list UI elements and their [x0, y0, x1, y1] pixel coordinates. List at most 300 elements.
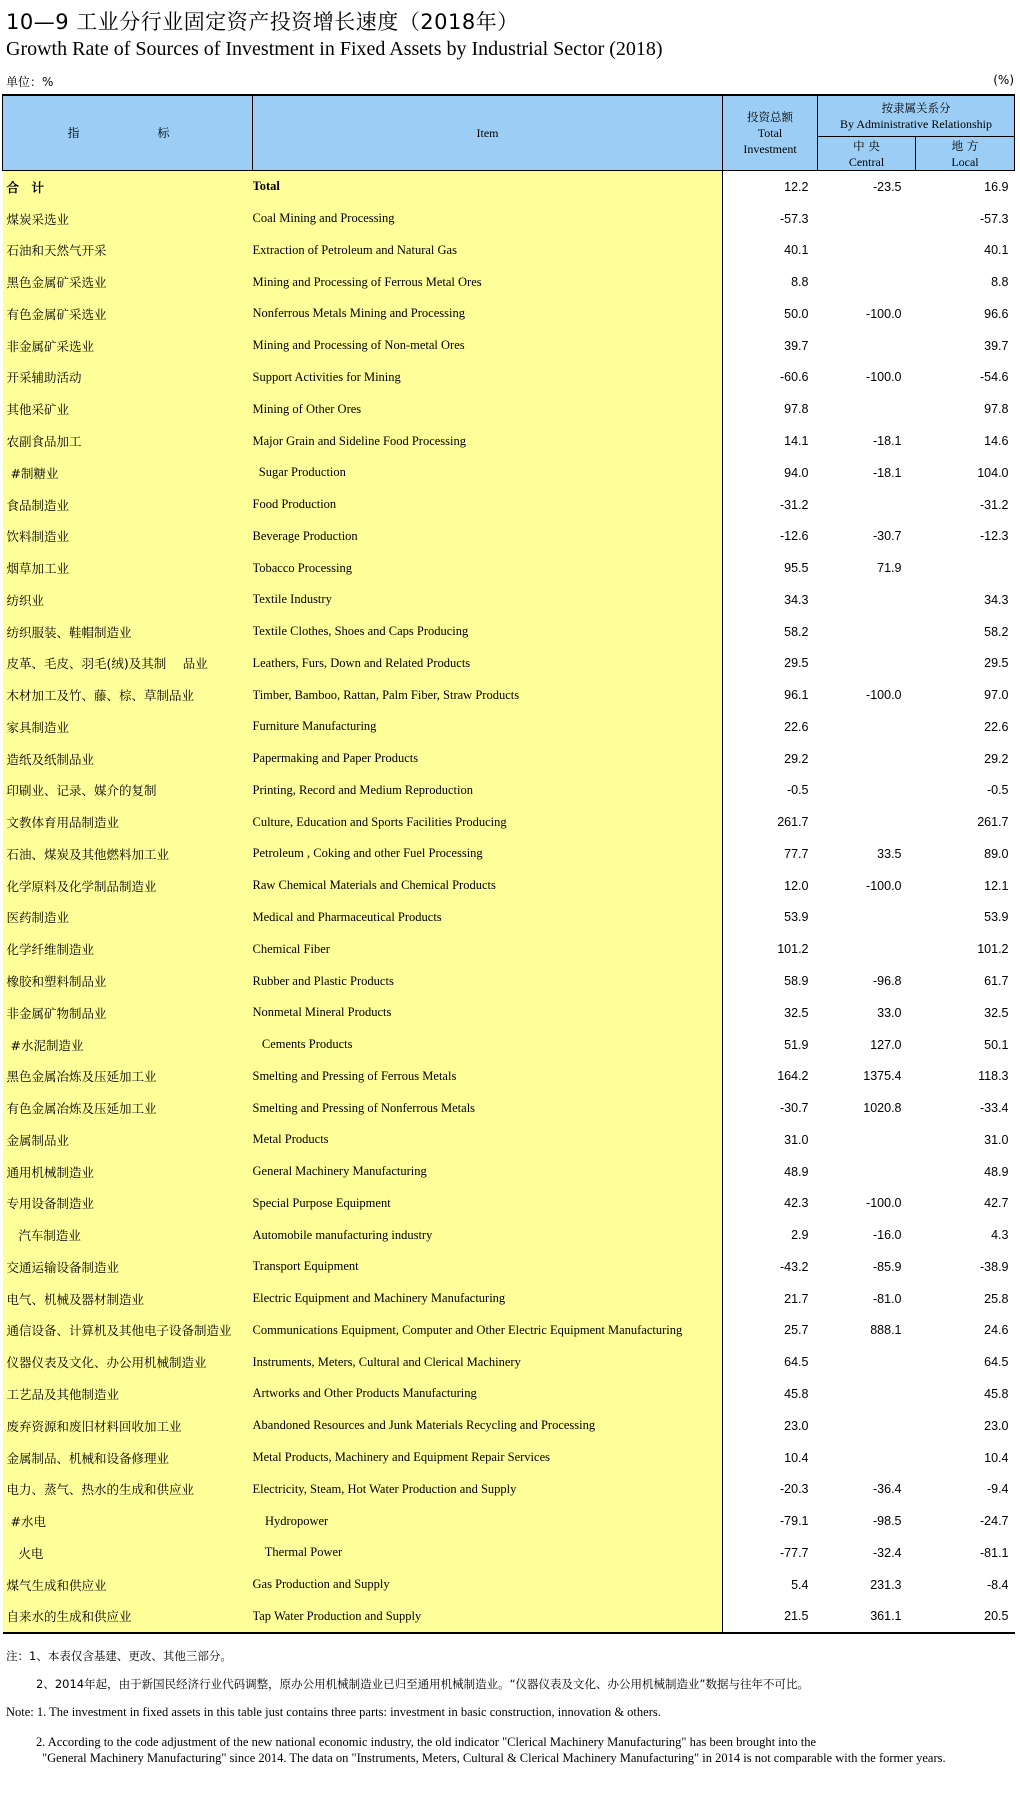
row-total: 39.7 [784, 338, 809, 353]
row-local: 31.0 [984, 1132, 1009, 1147]
row-local: 12.1 [984, 878, 1009, 893]
row-local: 42.7 [984, 1196, 1009, 1211]
row-item-en: Petroleum , Coking and other Fuel Processing [253, 838, 723, 870]
row-local: 34.3 [984, 592, 1009, 607]
table-row [3, 647, 1015, 679]
row-central [818, 489, 916, 521]
row-local: 48.9 [984, 1164, 1009, 1179]
row-item-en: Nonmetal Mineral Products [253, 997, 723, 1029]
table-row [3, 520, 1015, 552]
row-indicator-cn: 工艺品及其他制造业 [3, 1378, 253, 1410]
row-local: 97.0 [984, 688, 1009, 703]
row-total: 29.2 [784, 751, 809, 766]
row-item-en: Sugar Production [253, 457, 723, 489]
row-item-en: Extraction of Petroleum and Natural Gas [253, 235, 723, 267]
row-item-en: Electric Equipment and Machinery Manufacturing [253, 1283, 723, 1315]
title-en: Growth Rate of Sources of Investment in Fixed Assets by Industrial Sector (2018) [6, 38, 663, 60]
row-local: -38.9 [980, 1259, 1009, 1274]
row-central [818, 1124, 916, 1156]
row-local: 40.1 [984, 243, 1009, 258]
row-total: -12.6 [780, 529, 809, 544]
row-central [818, 584, 916, 616]
row-central: 1375.4 [863, 1069, 902, 1084]
table-row [3, 1060, 1015, 1092]
header-total-en: Total Investment [743, 126, 797, 156]
row-indicator-cn: 电力、蒸气、热水的生成和供应业 [3, 1473, 253, 1505]
row-local: 10.4 [984, 1450, 1009, 1465]
row-item-en: Coal Mining and Processing [253, 203, 723, 235]
row-central [818, 1346, 916, 1378]
row-indicator-cn: 其他采矿业 [3, 393, 253, 425]
row-indicator-cn: 金属制品、机械和设备修理业 [3, 1442, 253, 1474]
row-total: 10.4 [784, 1450, 809, 1465]
row-local: 4.3 [991, 1228, 1009, 1243]
row-indicator-cn: 汽车制造业 [3, 1219, 253, 1251]
row-central [818, 1442, 916, 1474]
row-indicator-cn: 石油和天然气开采 [3, 235, 253, 267]
row-central: -16.0 [873, 1228, 902, 1243]
row-total: -57.3 [780, 211, 809, 226]
header-local-cn: 地 方 [951, 138, 979, 153]
row-indicator-cn: 黑色金属矿采选业 [3, 266, 253, 298]
table-row [3, 203, 1015, 235]
header-central-en: Central [848, 154, 885, 169]
row-indicator-cn: 橡胶和塑料制品业 [3, 965, 253, 997]
table-row [3, 362, 1015, 394]
row-total: 12.0 [784, 878, 809, 893]
row-indicator-cn: 自来水的生成和供应业 [3, 1600, 253, 1633]
row-indicator-cn: 仪器仪表及文化、办公用机械制造业 [3, 1346, 253, 1378]
row-indicator-cn: 通信设备、计算机及其他电子设备制造业 [3, 1315, 253, 1347]
row-indicator-cn: 石油、煤炭及其他燃料加工业 [3, 838, 253, 870]
table-row [3, 235, 1015, 267]
unit-label-right: (%) [993, 73, 1014, 87]
row-indicator-cn: 火电 [3, 1537, 253, 1569]
table-row [3, 1473, 1015, 1505]
row-indicator-cn: 专用设备制造业 [3, 1188, 253, 1220]
row-local: 58.2 [984, 624, 1009, 639]
row-local: -33.4 [980, 1101, 1009, 1116]
row-indicator-cn: 皮革、毛皮、羽毛(绒)及其制 品业 [3, 647, 253, 679]
table-row [3, 1283, 1015, 1315]
row-local: 50.1 [984, 1037, 1009, 1052]
row-indicator-cn: 化学原料及化学制品制造业 [3, 870, 253, 902]
row-item-en: Printing, Record and Medium Reproduction [253, 775, 723, 807]
row-item-en: Chemical Fiber [253, 933, 723, 965]
row-item-en: Mining of Other Ores [253, 393, 723, 425]
row-indicator-cn: 开采辅助活动 [3, 362, 253, 394]
row-item-en: Abandoned Resources and Junk Materials Recycling and Processing [253, 1410, 723, 1442]
table-row [3, 1569, 1015, 1601]
row-local: 39.7 [984, 338, 1009, 353]
row-central [818, 1156, 916, 1188]
row-item-en: Nonferrous Metals Mining and Processing [253, 298, 723, 330]
table-row [3, 298, 1015, 330]
row-item-en: Cements Products [253, 1029, 723, 1061]
table-row [3, 616, 1015, 648]
table-row [3, 1156, 1015, 1188]
row-total: 25.7 [784, 1323, 809, 1338]
table-row [3, 1537, 1015, 1569]
row-indicator-cn: #水泥制造业 [3, 1029, 253, 1061]
row-total: 77.7 [784, 846, 809, 861]
table-row [3, 1251, 1015, 1283]
row-total: 94.0 [784, 465, 809, 480]
title-cn: 10—9 工业分行业固定资产投资增长速度（2018年） [6, 10, 519, 34]
row-indicator-cn: 医药制造业 [3, 902, 253, 934]
row-local: 45.8 [984, 1386, 1009, 1401]
row-indicator-cn: 金属制品业 [3, 1124, 253, 1156]
table-row [3, 1092, 1015, 1124]
row-total: -43.2 [780, 1259, 809, 1274]
row-item-en: Mining and Processing of Non-metal Ores [253, 330, 723, 362]
row-indicator-cn: 电气、机械及器材制造业 [3, 1283, 253, 1315]
row-indicator-cn: 纺织业 [3, 584, 253, 616]
row-indicator-cn: 交通运输设备制造业 [3, 1251, 253, 1283]
row-item-en: Special Purpose Equipment [253, 1188, 723, 1220]
row-item-en: Metal Products, Machinery and Equipment Repair Services [253, 1442, 723, 1474]
row-local: -54.6 [980, 370, 1009, 385]
row-item-en: General Machinery Manufacturing [253, 1156, 723, 1188]
row-indicator-cn: 黑色金属冶炼及压延加工业 [3, 1060, 253, 1092]
row-local: 16.9 [984, 179, 1009, 194]
row-total: 22.6 [784, 719, 809, 734]
row-indicator-cn: 木材加工及竹、藤、棕、草制品业 [3, 679, 253, 711]
row-item-en: Transport Equipment [253, 1251, 723, 1283]
row-central: 361.1 [818, 1600, 916, 1633]
row-central [818, 1378, 916, 1410]
row-central: 888.1 [870, 1323, 902, 1338]
row-item-en: Beverage Production [253, 520, 723, 552]
table-row [3, 425, 1015, 457]
row-item-en: Communications Equipment, Computer and Other Electric Equipment Manufacturing [253, 1315, 723, 1347]
row-local: 64.5 [984, 1355, 1009, 1370]
row-indicator-cn: 农副食品加工 [3, 425, 253, 457]
table-row [3, 806, 1015, 838]
header-item: Item [253, 95, 723, 171]
row-item-en: Tap Water Production and Supply [253, 1600, 723, 1633]
row-central: -23.5 [873, 179, 902, 194]
row-total: 50.0 [784, 306, 809, 321]
row-indicator-cn: #制糖业 [3, 457, 253, 489]
row-local: 25.8 [984, 1291, 1009, 1306]
row-local: 96.6 [984, 306, 1009, 321]
row-indicator-cn: 非金属矿采选业 [3, 330, 253, 362]
row-local: -0.5 [986, 783, 1009, 798]
table-row [3, 266, 1015, 298]
row-item-en: Electricity, Steam, Hot Water Production and Supply [253, 1473, 723, 1505]
note-en-1: Note: 1. The investment in fixed assets in this table just contains three parts: investment in basic construction, innovation & others. [6, 1705, 661, 1719]
row-indicator-cn: 烟草加工业 [3, 552, 253, 584]
row-central: -96.8 [873, 974, 902, 989]
row-total: 164.2 [777, 1069, 809, 1084]
row-indicator-cn: 废弃资源和废旧材料回收加工业 [3, 1410, 253, 1442]
row-total: 53.9 [784, 910, 809, 925]
row-central [818, 902, 916, 934]
table-row [3, 584, 1015, 616]
table-row [3, 870, 1015, 902]
table-row [3, 838, 1015, 870]
row-indicator-cn: 家具制造业 [3, 711, 253, 743]
row-item-en: Rubber and Plastic Products [253, 965, 723, 997]
row-local: 97.8 [984, 402, 1009, 417]
table-row [3, 1124, 1015, 1156]
row-item-en: Instruments, Meters, Cultural and Clerical Machinery [253, 1346, 723, 1378]
header-local [916, 137, 1015, 171]
table-row [3, 1029, 1015, 1061]
note-cn-1: 注：1、本表仅含基建、更改、其他三部分。 [6, 1649, 232, 1663]
table-row [3, 330, 1015, 362]
row-total: -79.1 [780, 1514, 809, 1529]
row-central: -98.5 [873, 1514, 902, 1529]
row-item-en: Mining and Processing of Ferrous Metal Ores [253, 266, 723, 298]
row-indicator-cn: 文教体育用品制造业 [3, 806, 253, 838]
row-item-en: Hydropower [253, 1505, 723, 1537]
row-local: 53.9 [984, 910, 1009, 925]
table-row [3, 171, 1015, 203]
row-central: 231.3 [870, 1577, 902, 1592]
row-central: -85.9 [873, 1259, 902, 1274]
row-central [818, 806, 916, 838]
row-local: 29.2 [984, 751, 1009, 766]
row-central: -81.0 [873, 1291, 902, 1306]
row-total: 32.5 [784, 1005, 809, 1020]
row-total: 14.1 [784, 434, 809, 448]
row-central: 33.0 [877, 1005, 902, 1020]
row-total: 45.8 [784, 1386, 809, 1401]
header-admin-en: By Administrative Relationship [840, 117, 992, 131]
row-total: 31.0 [784, 1132, 809, 1147]
row-total: 34.3 [784, 592, 809, 607]
row-item-en: Culture, Education and Sports Facilities Producing [253, 806, 723, 838]
row-total: 8.8 [791, 275, 809, 290]
row-central: -36.4 [873, 1482, 902, 1497]
row-local: 89.0 [984, 846, 1009, 861]
row-central: -100.0 [866, 1196, 902, 1211]
row-central [818, 775, 916, 807]
header-central [818, 137, 916, 171]
investment-table [2, 94, 1015, 1634]
table-row [3, 902, 1015, 934]
row-central: -18.1 [873, 434, 902, 448]
row-total: 101.2 [777, 942, 809, 957]
table-row [3, 457, 1015, 489]
row-local: 261.7 [977, 815, 1009, 830]
row-item-en: Furniture Manufacturing [253, 711, 723, 743]
row-total: 5.4 [791, 1577, 809, 1592]
row-item-en: Smelting and Pressing of Ferrous Metals [253, 1060, 723, 1092]
row-total: 12.2 [784, 179, 809, 194]
row-indicator-cn: 食品制造业 [3, 489, 253, 521]
row-central [818, 743, 916, 775]
table-row [3, 1410, 1015, 1442]
row-local: -8.4 [986, 1577, 1009, 1592]
table-row [3, 1442, 1015, 1474]
row-central: -100.0 [866, 688, 902, 703]
row-central: -18.1 [873, 465, 902, 480]
row-local: 24.6 [984, 1323, 1009, 1338]
row-total: -0.5 [786, 783, 809, 798]
row-total: 64.5 [784, 1355, 809, 1370]
row-total: 23.0 [784, 1418, 809, 1433]
table-row [3, 1219, 1015, 1251]
header-admin [818, 95, 1015, 137]
row-item-en: Food Production [253, 489, 723, 521]
note-cn-2: 2、2014年起，由于新国民经济行业代码调整，原办公用机械制造业已归至通用机械制造业。“仪器仪表及文化、办公用机械制造业”数据与往年不可比。 [36, 1677, 809, 1691]
row-local: 61.7 [984, 974, 1009, 989]
row-local: -31.2 [980, 497, 1009, 512]
note-en-2a: 2. According to the code adjustment of the new national economic industry, the old indicator "Clerical Machinery Manufacturing" has been brought into the [36, 1735, 817, 1749]
row-total: 21.7 [784, 1291, 809, 1306]
table-row [3, 1600, 1015, 1633]
row-indicator-cn: 煤炭采选业 [3, 203, 253, 235]
row-indicator-cn: 饮料制造业 [3, 520, 253, 552]
table-row [3, 711, 1015, 743]
row-item-en: Smelting and Pressing of Nonferrous Metals [253, 1092, 723, 1124]
row-item-en: Leathers, Furs, Down and Related Products [253, 647, 723, 679]
note-en-2b: "General Machinery Manufacturing" since 2014. The data on "Instruments, Meters, Cultural & Clerical Machinery Manufacturing" in 2014 is not comparable with the former years. [42, 1751, 946, 1765]
row-item-en: Timber, Bamboo, Rattan, Palm Fiber, Straw Products [253, 679, 723, 711]
row-indicator-cn: 造纸及纸制品业 [3, 743, 253, 775]
row-indicator-cn: 纺织服装、鞋帽制造业 [3, 616, 253, 648]
row-local: -12.3 [980, 529, 1009, 544]
row-central: -30.7 [873, 529, 902, 544]
row-item-en: Raw Chemical Materials and Chemical Products [253, 870, 723, 902]
row-central [818, 616, 916, 648]
row-total: 97.8 [784, 402, 809, 417]
row-indicator-cn: 煤气生成和供应业 [3, 1569, 253, 1601]
row-total: 29.5 [784, 656, 809, 671]
header-total [723, 95, 818, 171]
header-admin-cn: 按隶属关系分 [881, 101, 951, 115]
table-row [3, 965, 1015, 997]
row-total: 21.5 [723, 1600, 818, 1633]
row-indicator-cn: 印刷业、记录、媒介的复制 [3, 775, 253, 807]
row-item-en: Papermaking and Paper Products [253, 743, 723, 775]
row-central [818, 203, 916, 235]
row-local: 23.0 [984, 1418, 1009, 1433]
row-indicator-cn: 有色金属矿采选业 [3, 298, 253, 330]
row-central [818, 266, 916, 298]
table-row [3, 489, 1015, 521]
table-row [3, 679, 1015, 711]
row-item-en: Support Activities for Mining [253, 362, 723, 394]
row-central: -32.4 [873, 1545, 902, 1560]
row-total: 2.9 [791, 1228, 809, 1243]
row-indicator-cn: 有色金属冶炼及压延加工业 [3, 1092, 253, 1124]
row-total: -60.6 [780, 370, 809, 385]
unit-label: 单位：% [6, 75, 54, 89]
table-row [3, 1346, 1015, 1378]
row-local: 22.6 [984, 719, 1009, 734]
row-total: 95.5 [784, 561, 809, 576]
row-central [818, 330, 916, 362]
row-total: 42.3 [784, 1196, 809, 1211]
row-central: -100.0 [866, 306, 902, 321]
header-total-cn: 投资总额 [747, 110, 793, 124]
row-item-en: Total [253, 171, 723, 203]
row-total: 96.1 [784, 688, 809, 703]
row-item-en: Medical and Pharmaceutical Products [253, 902, 723, 934]
table-row [3, 552, 1015, 584]
row-total: 51.9 [784, 1037, 809, 1052]
row-central [818, 711, 916, 743]
row-indicator-cn: 通用机械制造业 [3, 1156, 253, 1188]
row-item-en: Gas Production and Supply [253, 1569, 723, 1601]
row-central [818, 1410, 916, 1442]
row-central: 127.0 [870, 1037, 902, 1052]
table-row [3, 775, 1015, 807]
row-item-en: Metal Products [253, 1124, 723, 1156]
row-local: 104.0 [977, 465, 1009, 480]
row-local [916, 552, 1015, 584]
row-central: 71.9 [877, 561, 902, 576]
row-total: -31.2 [780, 497, 809, 512]
row-item-en: Tobacco Processing [253, 552, 723, 584]
row-local: 29.5 [984, 656, 1009, 671]
row-item-en: Automobile manufacturing industry [253, 1219, 723, 1251]
row-item-en: Textile Industry [253, 584, 723, 616]
table-row [3, 743, 1015, 775]
table-row [3, 393, 1015, 425]
row-central [818, 933, 916, 965]
header-indicator: 指 标 [3, 95, 253, 171]
table-row [3, 933, 1015, 965]
row-local: 20.5 [916, 1600, 1015, 1633]
row-indicator-cn: 合 计 [3, 171, 253, 203]
row-central [818, 393, 916, 425]
row-indicator-cn: 化学纤维制造业 [3, 933, 253, 965]
row-local: -81.1 [980, 1545, 1009, 1560]
row-local: 14.6 [984, 434, 1009, 448]
row-central [818, 235, 916, 267]
row-total: -20.3 [780, 1482, 809, 1497]
row-total: 261.7 [777, 815, 809, 830]
table-row [3, 1505, 1015, 1537]
header-central-cn: 中 央 [853, 138, 880, 153]
row-central: -100.0 [866, 878, 902, 893]
table-row [3, 1378, 1015, 1410]
row-item-en: Textile Clothes, Shoes and Caps Producing [253, 616, 723, 648]
row-local: 8.8 [991, 275, 1009, 290]
header-local-en: Local [951, 154, 979, 169]
table-row [3, 997, 1015, 1029]
row-total: 48.9 [784, 1164, 809, 1179]
row-local: 32.5 [984, 1005, 1009, 1020]
row-item-en: Artworks and Other Products Manufacturing [253, 1378, 723, 1410]
row-total: 58.9 [784, 974, 809, 989]
row-central [818, 647, 916, 679]
row-indicator-cn: #水电 [3, 1505, 253, 1537]
row-item-en: Thermal Power [253, 1537, 723, 1569]
row-central: 33.5 [877, 846, 902, 861]
row-local: -9.4 [986, 1482, 1009, 1497]
row-local: 101.2 [977, 942, 1009, 957]
row-local: 118.3 [978, 1069, 1009, 1084]
row-central: 1020.8 [863, 1101, 902, 1116]
row-total: 58.2 [784, 624, 809, 639]
row-local: -57.3 [980, 211, 1009, 226]
row-central: -100.0 [866, 370, 902, 385]
table-row [3, 1188, 1015, 1220]
row-total: -77.7 [780, 1545, 809, 1560]
row-total: 40.1 [784, 243, 809, 258]
row-local: -24.7 [980, 1514, 1009, 1529]
table-row [3, 1315, 1015, 1347]
row-total: -30.7 [780, 1101, 809, 1116]
row-item-en: Major Grain and Sideline Food Processing [253, 425, 723, 457]
row-indicator-cn: 非金属矿物制品业 [3, 997, 253, 1029]
